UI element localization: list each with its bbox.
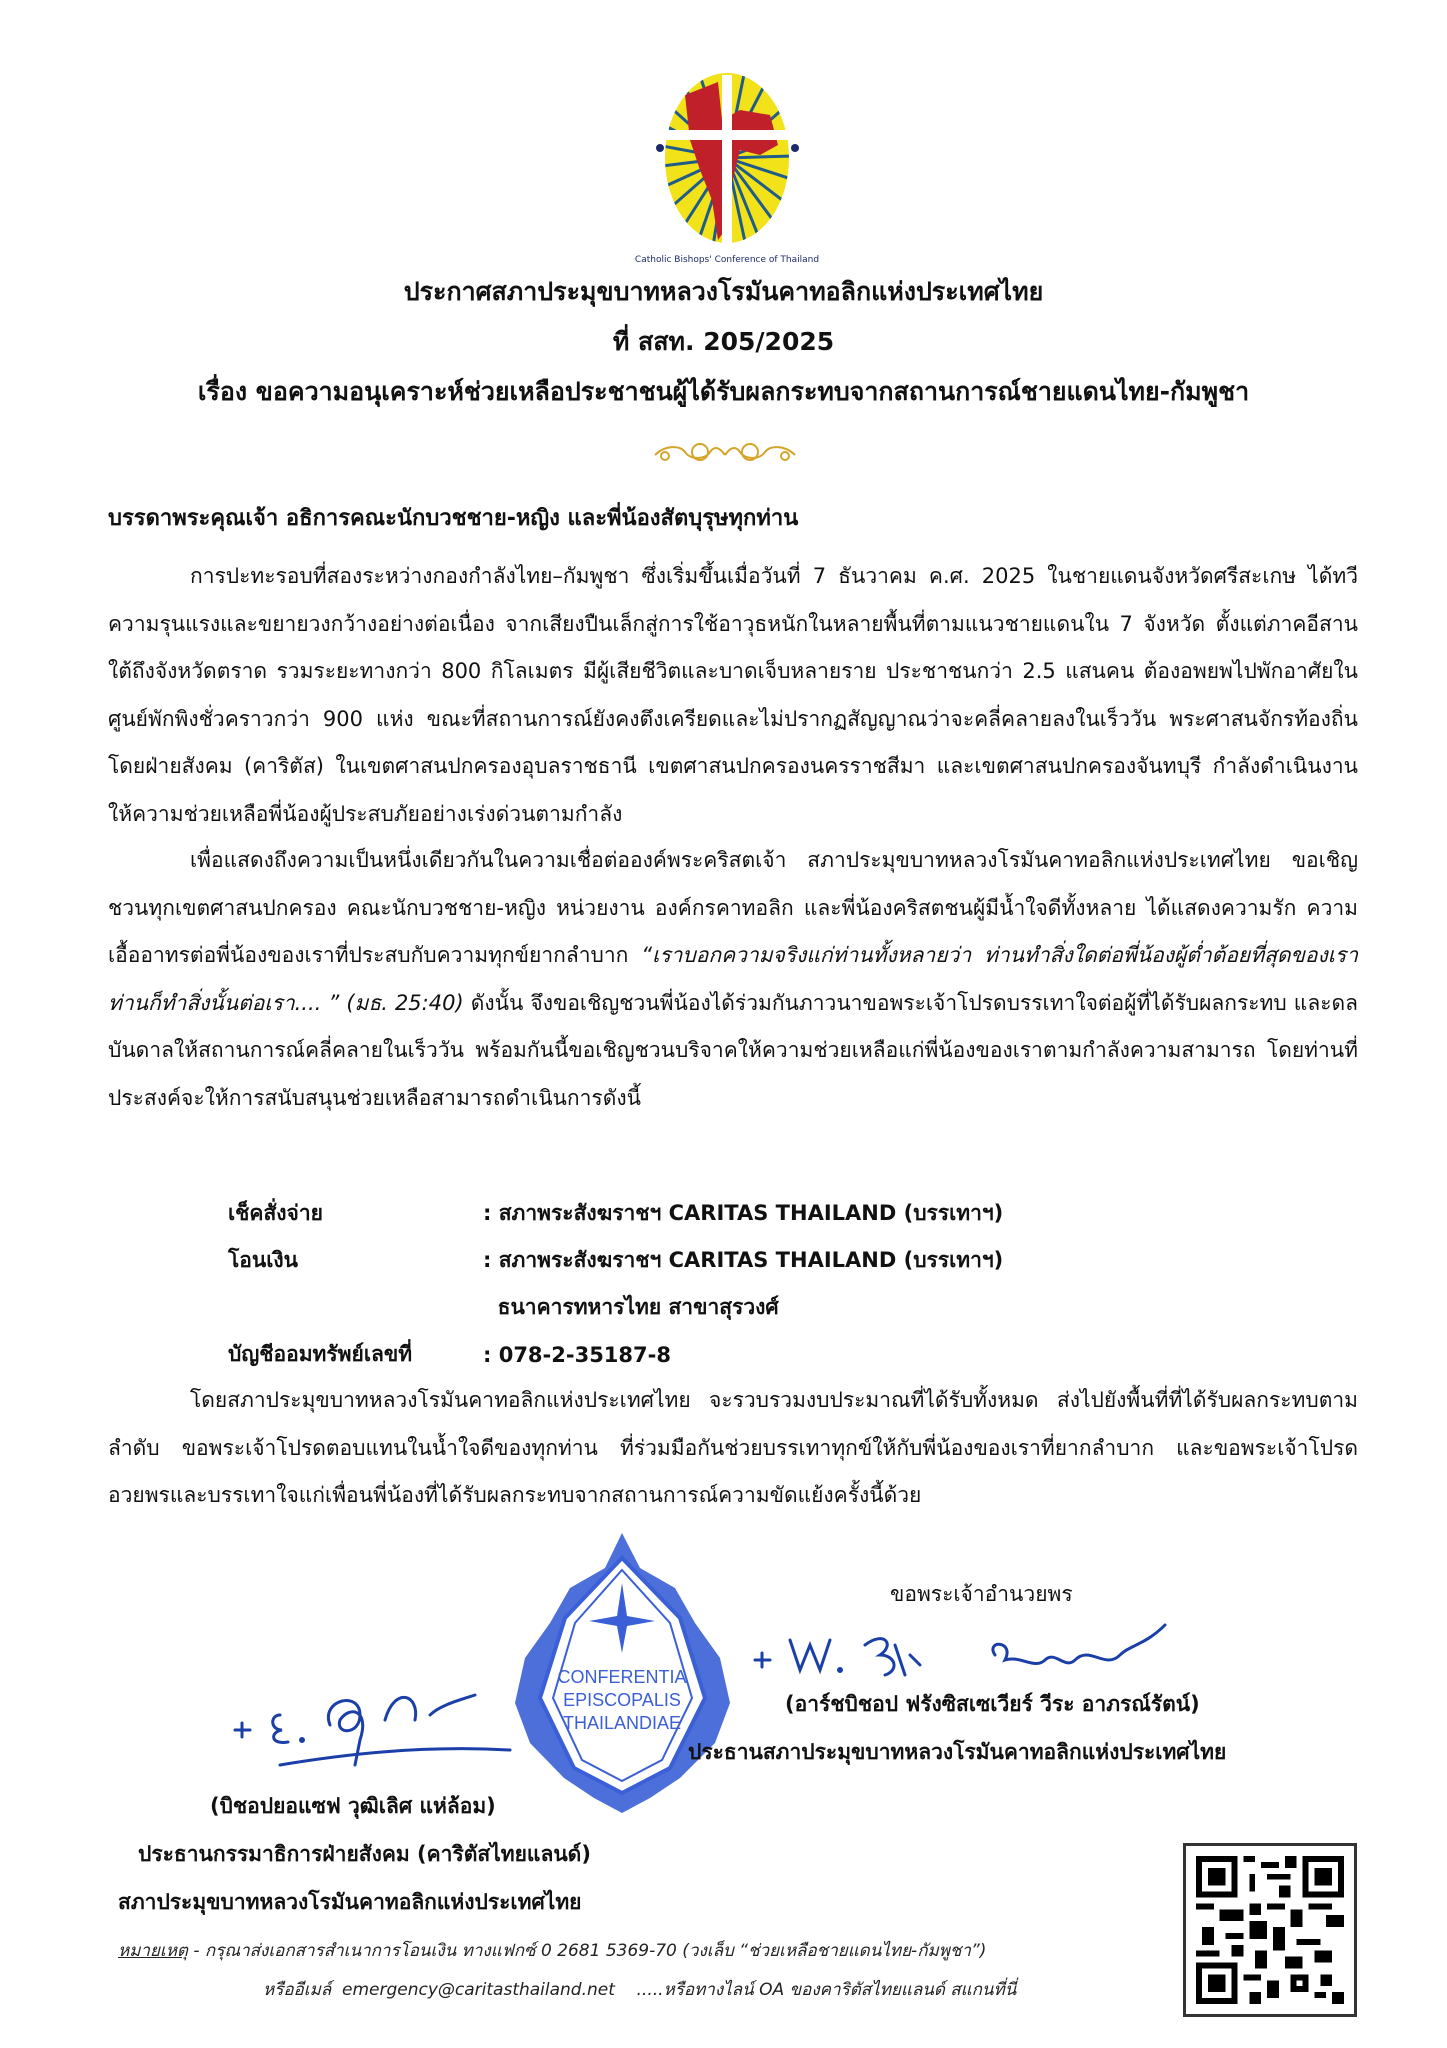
paragraph-2-outro: ดังนั้น จึงขอเชิญชวนพี่น้องได้ร่วมกันภาวนาขอพระเจ้าโปรดบรรเทาใจต่อผู้ที่ได้รับผลกระทบ และดลบันดาลให้สถานการณ์คลี่คลายในเร็ววัน พร้อมกันนี้ขอเชิญชวนบริจาคให้ความช่วยเหลือแก่พี่น้องของเราตามกำลังความสามารถ โดยท่านที่ประสงค์จะให้การสนับสนุนช่วยเหลือสามารถดำเนินการดังนี้ [108, 990, 1358, 1110]
paragraph-3-text: โดยสภาประมุขบาทหลวงโรมันคาทอลิกแห่งประเทศไทย จะรวบรวมงบประมาณที่ได้รับทั้งหมด ส่งไปยังพื้นที่ที่ได้รับผลกระทบตามลำดับ ขอพระเจ้าโปรดตอบแทนในน้ำใจดีของทุกท่าน ที่ร่วมมือกันช่วยบรรเทาทุกข์ให้กับพี่น้องของเราที่ยากลำบาก และขอพระเจ้าโปรดอวยพรและบรรเทาใจแก่เพื่อนพี่น้องที่ได้รับผลกระทบจากสถานการณ์ความขัดแย้งครั้งนี้ด้วย [108, 1388, 1358, 1507]
paragraph-1-text: การปะทะรอบที่สองระหว่างกองกำลังไทย–กัมพูชา ซึ่งเริ่มขึ้นเมื่อวันที่ 7 ธันวาคม ค.ศ. 2025 ในชายแดนจังหวัดศรีสะเกษ ได้ทวีความรุนแรงและขยายวงกว้างอย่างต่อเนื่อง จากเสียงปืนเล็กสู่การใช้อาวุธหนักในหลายพื้นที่ตามแนวชายแดนใน 7 จังหวัด ตั้งแต่ภาคอีสานใต้ถึงจังหวัดตราด รวมระยะทางกว่า 800 กิโลเมตร มีผู้เสียชีวิตและบาดเจ็บหลายราย ประชาชนกว่า 2.5 แสนคน ต้องอพยพไปพักอาศัยในศูนย์พักพิงชั่วคราวกว่า 900 แห่ง ขณะที่สถานการณ์ยังคงตึงเครียดและไม่ปรากฏสัญญาณว่าจะคลี่คลายลงในเร็ววัน พระศาสนจักรท้องถิ่นโดยฝ่ายสังคม (คาริตัส) ในเขตศาสนปกครองอุบลราชธานี เขตศาสนปกครองนครราชสีมา และเขตศาสนปกครองจันทบุรี กำลังดำเนินงานให้ความช่วยเหลือพี่น้องผู้ประสบภัยอย่างเร่งด่วนตามกำลัง [108, 564, 1358, 826]
payment-label: บัญชีออมทรัพย์เลขที่ [228, 1342, 413, 1366]
announcement-subject: เรื่อง ขอความอนุเคราะห์ช่วยเหลือประชาชนผู้ได้รับผลกระทบจากสถานการณ์ชายแดนไทย-กัมพูชา [197, 377, 1250, 406]
body-paragraph-3 [108, 1377, 1358, 1520]
body-paragraph-1 [108, 553, 1358, 838]
line-oa-qr-code[interactable] [1183, 1843, 1357, 2017]
payment-row-bank [228, 1284, 1003, 1331]
announcement-title: ประกาศสภาประมุขบาทหลวงโรมันคาทอลิกแห่งประเทศไทย [403, 277, 1044, 306]
payment-value: ธนาคารทหารไทย สาขาสุรวงศ์ [483, 1295, 779, 1319]
payment-details [228, 1190, 1003, 1378]
payment-value: : สภาพระสังฆราชฯ CARITAS THAILAND (บรรเทาฯ) [483, 1248, 1004, 1272]
footer-note-line-2: หรืออีเมล์ emergency@caritasthailand.net .....หรือทางไลน์ OA ของคาริตัสไทยแลนด์ สแกนที่นี่ [263, 1980, 1017, 2000]
archbishop-name: (อาร์ชบิชอป ฟรังซิสเซเวียร์ วีระ อาภรณ์รัตน์) [785, 1692, 1200, 1716]
archbishop-title: ประธานสภาประมุขบาทหลวงโรมันคาทอลิกแห่งประเทศไทย [688, 1740, 1227, 1764]
bishop-title-line-1: ประธานกรรมาธิการฝ่ายสังคม (คาริตัสไทยแลนด์) [138, 1842, 591, 1866]
seal-line-3: THAILANDIAE [562, 1713, 682, 1733]
bishop-title-line-2: สภาประมุขบาทหลวงโรมันคาทอลิกแห่งประเทศไทย [118, 1890, 582, 1914]
signature-archbishop [745, 1615, 1245, 1685]
account-number: : 078-2-35187-8 [483, 1342, 671, 1367]
scripture-quote: “เราบอกความจริงแก่ท่านทั้งหลายว่า ท่านทำสิ่งใดต่อพี่น้องผู้ต่ำต้อยที่สุดของเรา ท่านก็ทำสิ่งนั้นต่อเรา.... ” (มธ. 25:40) [108, 943, 1359, 1015]
payment-label: เช็คสั่งจ่าย [228, 1201, 323, 1225]
footer-note [118, 1937, 986, 1964]
salutation: บรรดาพระคุณเจ้า อธิการคณะนักบวชชาย-หญิง และพี่น้องสัตบุรุษทุกท่าน [108, 506, 799, 531]
payment-row-transfer [228, 1237, 1003, 1284]
payment-value: : สภาพระสังฆราชฯ CARITAS THAILAND (บรรเทาฯ) [483, 1201, 1004, 1225]
payment-row-account [228, 1331, 1003, 1378]
closing-blessing: ขอพระเจ้าอำนวยพร [890, 1582, 1073, 1606]
ornamental-divider [490, 440, 960, 470]
official-seal [480, 1528, 765, 1818]
seal-line-2: EPISCOPALIS [563, 1690, 681, 1710]
body-paragraph-2 [108, 837, 1358, 1122]
bishop-name: (บิชอปยอแซฟ วุฒิเลิศ แห่ล้อม) [210, 1794, 496, 1818]
reference-number: ที่ สสท. 205/2025 [612, 327, 835, 356]
seal-line-1: CONFERENTIA [557, 1667, 687, 1687]
svg-text:Catholic Bishops' Conference o: Catholic Bishops' Conference of Thailand [634, 255, 820, 265]
cbct-logo [630, 40, 825, 265]
signature-bishop [220, 1680, 520, 1775]
payment-label: โอนเงิน [228, 1248, 299, 1272]
note-label: หมายเหตุ [118, 1941, 188, 1961]
note-line-1: - กรุณาส่งเอกสารสำเนาการโอนเงิน ทางแฟกซ์ 0 2681 5369-70 (วงเล็บ “ช่วยเหลือชายแดนไทย-กัมพูชา”) [187, 1941, 987, 1961]
payment-row-cheque [228, 1190, 1003, 1237]
paragraph-2-intro: เพื่อแสดงถึงความเป็นหนึ่งเดียวกันในความเชื่อต่อองค์พระคริสตเจ้า สภาประมุขบาทหลวงโรมันคาทอลิกแห่งประเทศไทย ขอเชิญชวนทุกเขตศาสนปกครอง คณะนักบวชชาย-หญิง หน่วยงาน องค์กรคาทอลิก และพี่น้องคริสตชนผู้มีน้ำใจดีทั้งหลาย ได้แสดงความรัก ความเอื้ออาทรต่อพี่น้องของเราที่ประสบกับความทุกข์ยากลำบาก [108, 848, 1358, 967]
